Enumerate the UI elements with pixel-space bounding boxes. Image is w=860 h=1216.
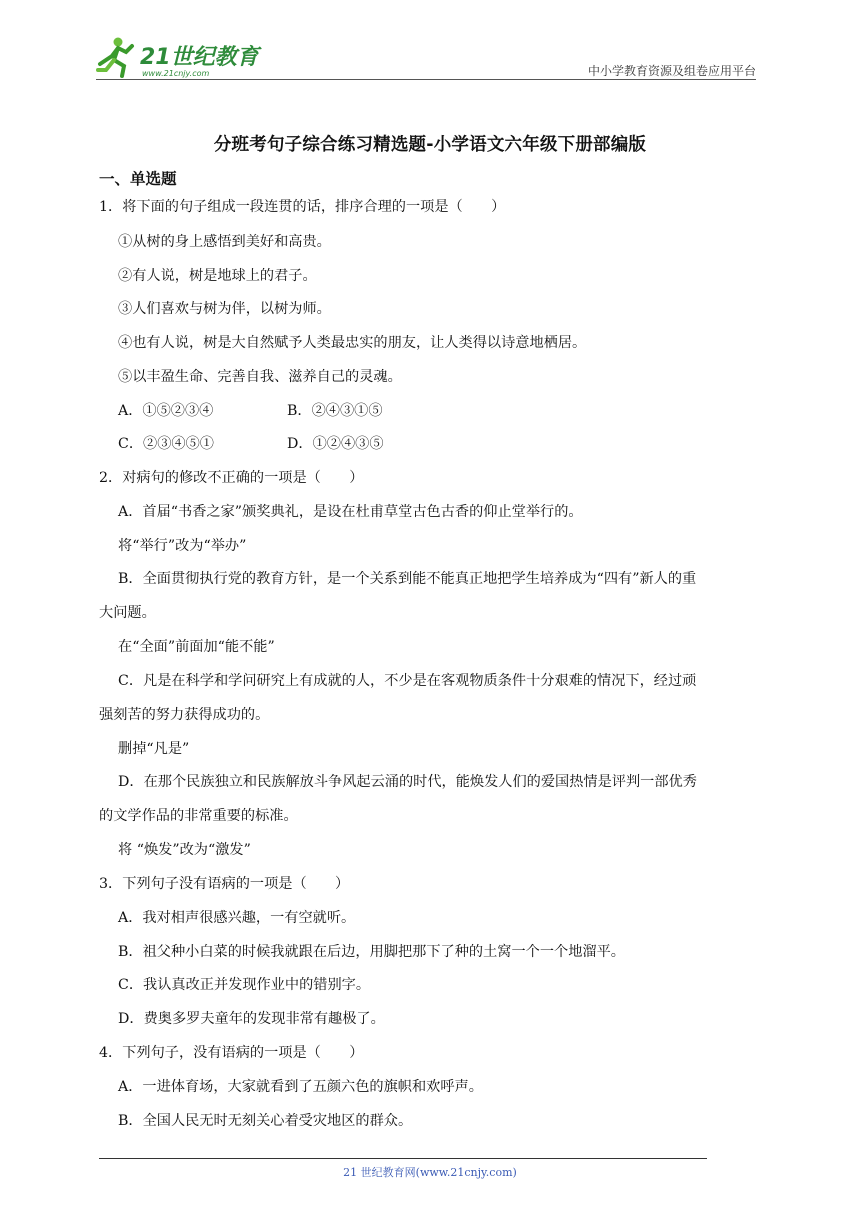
footer-text: 21 世纪教育网(www.21cnjy.com) bbox=[343, 1166, 517, 1179]
q1-sentence-3: ③人们喜欢与树为伴，以树为师。 bbox=[118, 301, 331, 317]
q1-sentence-1: ①从树的身上感悟到美好和高贵。 bbox=[118, 234, 331, 250]
q4-option-a: A．一进体育场，大家就看到了五颜六色的旗帜和欢呼声。 bbox=[118, 1079, 483, 1095]
question-1-stem: 1．将下面的句子组成一段连贯的话，排序合理的一项是（ ） bbox=[99, 199, 506, 215]
page-header bbox=[0, 0, 860, 80]
q2-option-b-cont: 大问题。 bbox=[99, 605, 156, 621]
q1-option-b: B．②④③①⑤ bbox=[287, 403, 383, 419]
question-4-stem: 4．下列句子，没有语病的一项是（ ） bbox=[99, 1045, 364, 1061]
runner-icon bbox=[98, 38, 132, 77]
q3-option-b: B．祖父种小白菜的时候我就跟在后边，用脚把那下了种的土窝一个一个地溜平。 bbox=[118, 944, 625, 960]
q4-option-b: B．全国人民无时无刻关心着受灾地区的群众。 bbox=[118, 1113, 413, 1129]
question-2-stem: 2．对病句的修改不正确的一项是（ ） bbox=[99, 470, 364, 486]
header-platform-text: 中小学教育资源及组卷应用平台 bbox=[587, 64, 756, 78]
footer-divider bbox=[99, 1158, 707, 1159]
q1-option-a: A．①⑤②③④ bbox=[118, 403, 214, 419]
q2-option-a: A．首届“书香之家”颁奖典礼，是设在杜甫草堂古色古香的仰止堂举行的。 bbox=[118, 504, 583, 520]
q3-option-d: D．费奥多罗夫童年的发现非常有趣极了。 bbox=[118, 1011, 385, 1027]
q2-option-b: B．全面贯彻执行党的教育方针，是一个关系到能不能真正地把学生培养成为“四有”新人的重 bbox=[118, 571, 697, 587]
q2-option-c-fix: 删掉“凡是” bbox=[118, 741, 190, 757]
header-divider bbox=[96, 79, 756, 80]
q1-sentence-4: ④也有人说，树是大自然赋予人类最忠实的朋友，让人类得以诗意地栖居。 bbox=[118, 335, 587, 351]
q2-option-b-fix: 在“全面”前面加“能不能” bbox=[118, 639, 275, 655]
q2-option-d-fix: 将 “焕发”改为“激发” bbox=[118, 842, 251, 858]
document-title: 分班考句子综合练习精选题-小学语文六年级下册部编版 bbox=[213, 135, 647, 155]
q2-option-d: D．在那个民族独立和民族解放斗争风起云涌的时代，能焕发人们的爱国热情是评判一部优秀 bbox=[118, 774, 697, 790]
q1-option-c: C．②③④⑤① bbox=[118, 436, 214, 452]
q3-option-c: C．我认真改正并发现作业中的错别字。 bbox=[118, 977, 371, 993]
question-3-stem: 3．下列句子没有语病的一项是（ ） bbox=[99, 876, 350, 892]
q2-option-d-cont: 的文学作品的非常重要的标准。 bbox=[99, 808, 298, 824]
q2-option-c: C．凡是在科学和学问研究上有成就的人，不少是在客观物质条件十分艰难的情况下，经过顽 bbox=[118, 673, 697, 689]
svg-text:www.21cnjy.com: www.21cnjy.com bbox=[142, 69, 210, 78]
q2-option-a-fix: 将“举行”改为“举办” bbox=[118, 538, 247, 554]
q1-sentence-5: ⑤以丰盈生命、完善自我、滋养自己的灵魂。 bbox=[118, 369, 402, 385]
q1-option-d: D．①②④③⑤ bbox=[287, 436, 384, 452]
svg-text:21世纪教育: 21世纪教育 bbox=[140, 45, 259, 70]
site-logo bbox=[96, 34, 266, 82]
q3-option-a: A．我对相声很感兴趣，一有空就听。 bbox=[118, 910, 356, 926]
q1-sentence-2: ②有人说，树是地球上的君子。 bbox=[118, 268, 317, 284]
section-heading: 一、单选题 bbox=[99, 170, 177, 188]
q2-option-c-cont: 强刻苦的努力获得成功的。 bbox=[99, 707, 270, 723]
